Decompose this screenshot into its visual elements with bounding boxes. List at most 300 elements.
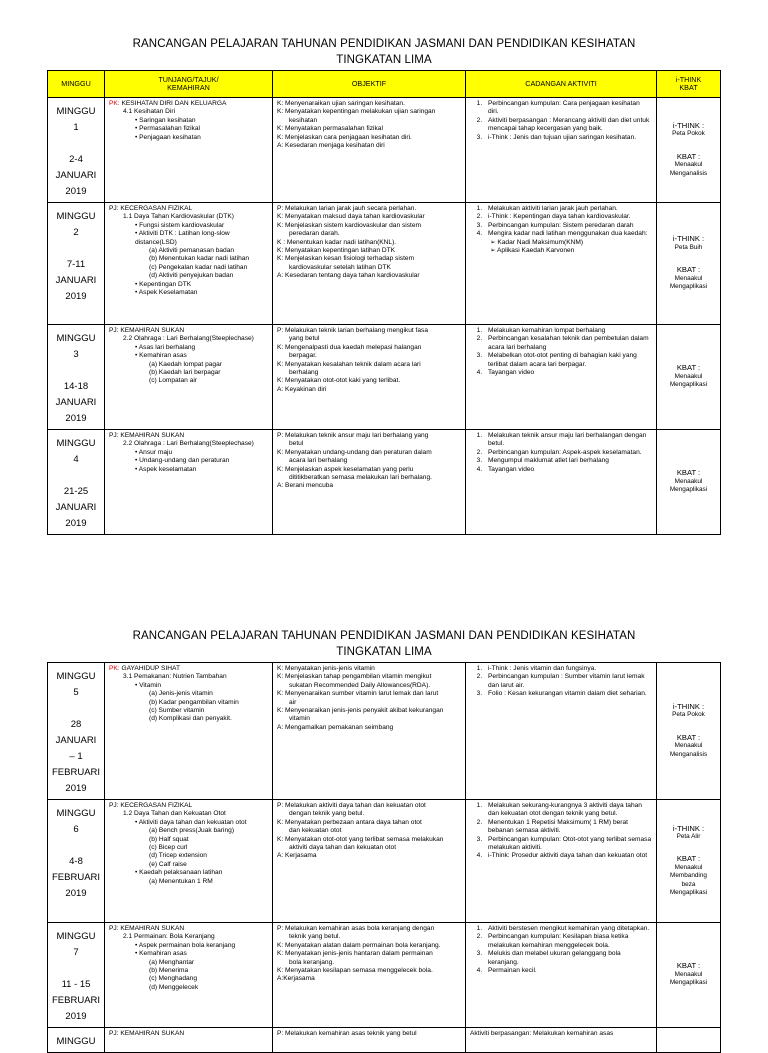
topic-line xyxy=(109,984,268,992)
activity-item: 2. Perbincangan kumpulan: Aspek-aspek keselamatan. xyxy=(484,449,652,457)
objective-line: A: Berani mencuba xyxy=(277,482,334,490)
partial-objektif-cell: P: Melakukan kemahiran asas teknik yang betul xyxy=(273,1028,466,1053)
week-line: FEBRUARI xyxy=(52,767,101,778)
week-cell xyxy=(48,325,105,430)
topic-prefix: PK: xyxy=(109,665,120,672)
ithink-map: Peta Pokok xyxy=(672,711,705,719)
objective-line: vitamin xyxy=(289,715,310,723)
objective-cell xyxy=(273,325,466,430)
topic-text: (b) Menentukan kadar nadi latihan xyxy=(149,255,250,263)
week-line: 21-25 xyxy=(63,486,89,497)
topic-line xyxy=(109,457,268,465)
week-line: MINGGU xyxy=(56,671,96,682)
objective-line: air xyxy=(289,698,297,706)
ithink-cell xyxy=(657,98,721,203)
kbat-label: KBAT : xyxy=(676,961,701,971)
objective-line: A: Mengamalkan pemakanan seimbang xyxy=(277,723,394,731)
topic-line xyxy=(109,361,268,369)
topic-text: (d) Menggelecek xyxy=(149,983,199,991)
objective-line: P: Melakukan teknik larian berhalang mengikut fasa xyxy=(277,327,429,334)
week-line xyxy=(52,241,100,257)
partial-minggu-cell: MINGGU xyxy=(48,1028,105,1053)
topic-line xyxy=(109,836,268,844)
week-row xyxy=(48,203,721,325)
spacer xyxy=(661,252,716,266)
ithink-label: i-THINK : xyxy=(672,234,705,244)
topic-line xyxy=(109,707,268,715)
activity-list xyxy=(470,802,652,861)
topic-text: (c) Menghadang xyxy=(149,975,198,983)
week-line: 2019 xyxy=(65,186,87,197)
week-line: 1 xyxy=(73,122,79,133)
topic-cell xyxy=(105,203,273,325)
week-cell xyxy=(48,430,105,535)
title-line-2: TINGKATAN LIMA xyxy=(336,54,432,66)
header-tunjang-line1: TUNJANG/TAJUK/ xyxy=(158,74,219,84)
topic-text: • Aspek permainan bola keranjang xyxy=(135,941,236,949)
week-line: 4 xyxy=(73,454,79,465)
objective-line: dan kekuatan otot xyxy=(289,827,342,835)
kbat-value: Mengaplikasi xyxy=(669,486,708,494)
objective-line: K: Menjelaskan kesan fisiologi terhadap sistem xyxy=(277,255,415,263)
kbat-value: Menaakul xyxy=(674,161,703,169)
objective-line: K: Menyatakan undang-undang dan peraturan dalam xyxy=(277,448,432,456)
topic-line xyxy=(109,272,268,280)
kbat-label: KBAT : xyxy=(676,363,701,373)
topic-cell xyxy=(105,325,273,430)
activity-item: 1. Melakukan aktiviti larian jarak jauh perlahan. xyxy=(484,205,652,213)
topic-line xyxy=(109,281,268,289)
objective-line: berpagar. xyxy=(289,352,317,360)
topic-text: • Undang-undang dan peraturan xyxy=(135,457,230,465)
week-cell xyxy=(48,800,105,923)
objective-line: K: Menyatakan kesalahan teknik dalam acara lari xyxy=(277,360,421,368)
objective-cell xyxy=(273,98,466,203)
objective-line: peredaran darah. xyxy=(289,230,340,238)
objective-line: K: Menjelaskan tahap pengambilan vitamin mengikut xyxy=(277,673,432,681)
activity-item: 2. Aktiviti berpasangan : Merancang aktiviti dan diet untuk mencapai tahap kecergasan yang baik. xyxy=(484,117,652,134)
topic-cell xyxy=(105,923,273,1028)
topic-text: KECERGASAN FIZIKAL xyxy=(118,205,193,212)
topic-prefix: PJ: xyxy=(109,432,119,439)
header-cadangan: CADANGAN AKTIVITI xyxy=(466,71,657,98)
topic-text: KEMAHIRAN SUKAN xyxy=(118,432,185,439)
topic-text: (c) Lompatan air xyxy=(149,377,198,385)
kbat-value: Menaakul xyxy=(674,477,703,485)
objective-line: A: Kesedaran menjaga kesihatan diri xyxy=(277,142,385,150)
kbat-value: Menganalisis xyxy=(669,169,708,177)
topic-line xyxy=(109,466,268,474)
topic-line xyxy=(109,942,268,950)
week-line: 14-18 xyxy=(63,381,89,392)
activity-item: 3. Folio : Kesan kekurangan vitamin dalam diet seharian. xyxy=(484,690,652,698)
objective-line: kardiovaskular setelah latihan DTK xyxy=(289,263,391,271)
topic-text: 4.1 Kesihatan Diri xyxy=(123,108,176,116)
activity-cell xyxy=(466,800,657,923)
activity-item: 1. Melakukan sekurang-kurangnya 3 aktiviti daya tahan dan kekuatan otot dengan teknik yang betul. xyxy=(484,802,652,819)
activity-item: 2. Perbincangan kesalahan teknik dan pembetulan dalam acara lari berhalang xyxy=(484,335,652,352)
activity-item: 1. Melakukan kemahiran lompat berhalang xyxy=(484,327,652,335)
kbat-value: Menganalisis xyxy=(669,750,708,758)
objective-line: dengan teknik yang betul. xyxy=(289,810,365,818)
week-line: MINGGU xyxy=(56,808,96,819)
topic-text: • Permasalahan fizikal xyxy=(135,125,200,133)
topic-text: (d) Tricep extension xyxy=(149,852,207,860)
topic-line xyxy=(109,369,268,377)
topic-text: distance(LSD) xyxy=(135,238,177,246)
ithink-cell xyxy=(657,430,721,535)
topic-cell xyxy=(105,663,273,800)
header-tunjang-line2: KEMAHIRAN xyxy=(167,83,210,92)
topic-text: (a) Menghantar xyxy=(149,958,195,966)
week-line: 7-11 xyxy=(66,259,86,270)
week-row xyxy=(48,663,721,800)
week-row xyxy=(48,430,721,535)
topic-text: • Kemahiran asas xyxy=(135,352,187,360)
objective-cell xyxy=(273,430,466,535)
objective-line: K: Menyenaraikan ujian saringan kesihatan. xyxy=(277,100,405,107)
topic-text: (a) Aktiviti pemanasan badan xyxy=(149,247,235,255)
activity-subitem xyxy=(470,247,652,255)
objective-line: kesihatan xyxy=(289,116,318,124)
activity-item: 4. i-Think: Prosedur aktiviti daya tahan dan kekuatan otot xyxy=(484,852,652,860)
week-cell xyxy=(48,663,105,800)
topic-text: 1.2 Daya Tahan dan Kekuatan Otot xyxy=(123,810,226,818)
kbat-value: Menaakul xyxy=(674,970,703,978)
activity-item: 1. Aktiviti berstesen mengikut kemahiran yang ditetapkan. xyxy=(484,925,652,933)
topic-text: (d) Komplikasi dan penyakit. xyxy=(149,715,232,723)
objective-line: K: Mengenalpasti dua kaedah melepasi halangan xyxy=(277,343,422,351)
topic-line xyxy=(109,327,268,335)
activity-item: 2. Perbincangan kumpulan : Sumber vitamin larut lemak dan larut air. xyxy=(484,673,652,690)
topic-line xyxy=(109,335,268,343)
topic-text: • Aspek keselamatan xyxy=(135,465,197,473)
topic-line xyxy=(109,975,268,983)
header-ithink-line2: KBAT xyxy=(679,83,698,92)
week-line: 6 xyxy=(73,824,79,835)
topic-line xyxy=(109,352,268,360)
topic-line xyxy=(109,134,268,142)
topic-text: (e) Calf raise xyxy=(149,860,187,868)
topic-line xyxy=(109,432,268,440)
kbat-label: KBAT : xyxy=(676,151,701,161)
activity-list xyxy=(470,100,652,142)
topic-text: (c) Sumber vitamin xyxy=(149,707,205,715)
objective-line: P: Melakukan larian jarak jauh secara perlahan. xyxy=(277,205,417,212)
topic-line xyxy=(109,440,268,448)
header-objektif: OBJEKTIF xyxy=(273,71,466,98)
topic-text: (a) Menentukan 1 RM xyxy=(149,877,213,885)
ithink-cell xyxy=(657,663,721,800)
topic-text: • Aktiviti daya tahan dan kekuatan otot xyxy=(135,818,247,826)
week-line: JANUARI xyxy=(55,275,97,286)
week-row xyxy=(48,98,721,203)
objective-cell xyxy=(273,923,466,1028)
kbat-value: Menaakul xyxy=(674,863,703,871)
activity-item: 3. Melabelkan otot-otot penting di bahagian kaki yang terlibat dalam acara lari berpagar. xyxy=(484,352,652,369)
spacer xyxy=(661,841,716,855)
activity-subitem xyxy=(470,239,652,247)
week-line: JANUARI xyxy=(55,170,97,181)
partial-ithink-cell xyxy=(657,1028,721,1053)
header-minggu: MINGGU xyxy=(48,71,105,98)
objective-line: A: Kerjasama xyxy=(277,852,317,860)
topic-line xyxy=(109,827,268,835)
week-line: FEBRUARI xyxy=(52,872,101,883)
objective-cell xyxy=(273,203,466,325)
objective-line: K: Menjelaskan cara penjagaan kesihatan diri. xyxy=(277,133,412,141)
topic-line xyxy=(109,690,268,698)
topic-line xyxy=(109,344,268,352)
objective-line: K: Menyatakan kepentingan latihan DTK xyxy=(277,247,396,255)
kbat-value: Membanding xyxy=(670,872,707,880)
week-line: MINGGU xyxy=(56,211,96,222)
topic-text: KESIHATAN DIRI DAN KELUARGA xyxy=(119,100,227,107)
topic-line xyxy=(109,205,268,213)
topic-line xyxy=(109,264,268,272)
week-row xyxy=(48,325,721,430)
activity-list xyxy=(470,432,652,474)
objective-line: dititikberatkan semasa melakukan lari berhalang. xyxy=(289,474,432,482)
topic-text: • Ansur maju xyxy=(135,448,173,456)
arrow-bullet-icon: ➢ xyxy=(490,238,498,246)
kbat-label: KBAT : xyxy=(676,732,701,742)
topic-line xyxy=(109,869,268,877)
activity-cell xyxy=(466,98,657,203)
topic-text: (c) Pengekalan kadar nadi latihan xyxy=(149,263,248,271)
activity-item: 1. i-Think : Jenis vitamin dan fungsinya. xyxy=(484,665,652,673)
topic-line xyxy=(109,878,268,886)
topic-line xyxy=(109,673,268,681)
topic-text: • Vitamin xyxy=(135,681,162,689)
kbat-value: Mengaplikasi xyxy=(669,381,708,389)
topic-line xyxy=(109,377,268,385)
topic-line xyxy=(109,861,268,869)
topic-text: (d) Aktiviti penyejukan badan xyxy=(149,272,234,280)
ithink-label: i-THINK : xyxy=(672,823,705,833)
objective-line: K: Menyatakan kesilapan semasa menggelecek bola. xyxy=(277,967,433,975)
topic-line xyxy=(109,449,268,457)
title-line-1: RANCANGAN PELAJARAN TAHUNAN PENDIDIKAN JASMANI DAN PENDIDIKAN KESIHATAN xyxy=(132,630,636,642)
topic-line xyxy=(109,222,268,230)
week-line xyxy=(52,838,100,854)
activity-item: 3. Perbincangan kumpulan: Sistem peredaran darah xyxy=(484,222,652,230)
kbat-value: beza xyxy=(681,880,696,888)
ithink-cell xyxy=(657,325,721,430)
spacer xyxy=(661,139,716,153)
week-line xyxy=(52,961,100,977)
objective-line: K: Menyatakan jenis-jenis hantaran dalam permainan xyxy=(277,950,433,958)
topic-line xyxy=(109,117,268,125)
topic-line xyxy=(109,247,268,255)
activity-item: 4. Tayangan video xyxy=(484,466,652,474)
objective-cell xyxy=(273,663,466,800)
week-line: JANUARI xyxy=(55,735,97,746)
objective-line: teknik yang betul. xyxy=(289,933,341,941)
activity-cell xyxy=(466,923,657,1028)
week-line xyxy=(52,363,100,379)
kbat-value: Mengaplikasi xyxy=(669,979,708,987)
week-line: 2019 xyxy=(65,783,87,794)
objective-line: K: Menyenaraikan jenis-jenis penyakit akibat kekurangan xyxy=(277,707,444,715)
topic-text: • Kepentingan DTK xyxy=(135,280,192,288)
topic-text: GAYAHIDUP SIHAT xyxy=(119,665,180,672)
topic-line xyxy=(109,844,268,852)
objective-line: sukatan Recommended Daily Allowances(RDA). xyxy=(289,681,431,689)
week-line: 2019 xyxy=(65,518,87,529)
activity-item: 1. Melakukan teknik ansur maju lari berhalangan dengan betul. xyxy=(484,432,652,449)
topic-prefix: PJ: xyxy=(109,802,119,809)
topic-text: 2.2 Olahraga : Lari Berhalang(Steeplechase) xyxy=(123,440,254,448)
kbat-value: Menaakul xyxy=(674,274,703,282)
plan-table-1 xyxy=(47,70,721,535)
spacer xyxy=(661,720,716,734)
topic-line xyxy=(109,665,268,673)
topic-text: (b) Half squat xyxy=(149,835,189,843)
header-ithink-line1: i-THINK xyxy=(675,74,702,84)
objective-line: P: Melakukan aktiviti daya tahan dan kekuatan otot xyxy=(277,802,426,809)
topic-text: • Kemahiran asas xyxy=(135,950,187,958)
objective-line: A: Kesedaran tentang daya tahan kardiovaskular xyxy=(277,272,420,280)
topic-text: 3.1 Pemakanan: Nutrien Tambahan xyxy=(123,673,227,681)
topic-line xyxy=(109,810,268,818)
objective-line: berhalang xyxy=(289,369,319,377)
week-row xyxy=(48,800,721,923)
partial-aktiviti-cell: Aktiviti berpasangan: Melakukan kemahiran asas xyxy=(466,1028,657,1053)
kbat-value: Mengaplikasi xyxy=(669,283,708,291)
kbat-value: Menaakul xyxy=(674,372,703,380)
objective-line: K: Menyatakan alatan dalam permainan bola keranjang. xyxy=(277,941,441,949)
topic-text: • Fungsi sistem kardiovaskular xyxy=(135,221,225,229)
ithink-map: Peta Alir xyxy=(676,832,701,840)
topic-cell xyxy=(105,98,273,203)
topic-line xyxy=(109,852,268,860)
activity-item: 2. Menentukan 1 Repetisi Maksimum( 1 RM) berat bebanan semasa aktiviti. xyxy=(484,819,652,836)
week-line: 2019 xyxy=(65,291,87,302)
objective-line: K: Menyatakan otot-otot kaki yang terlibat. xyxy=(277,377,401,385)
topic-line xyxy=(109,682,268,690)
objective-line: P: Melakukan teknik ansur maju lari berhalang yang xyxy=(277,432,429,439)
kbat-label: KBAT : xyxy=(676,854,701,864)
partial-week-row xyxy=(48,1028,721,1053)
week-line xyxy=(52,136,100,152)
activity-cell xyxy=(466,325,657,430)
title-line-2: TINGKATAN LIMA xyxy=(336,646,432,658)
topic-cell xyxy=(105,430,273,535)
topic-text: • Saringan kesihatan xyxy=(135,116,196,124)
activity-item: 3. Mengumpul maklumat atlet lari berhalang xyxy=(484,457,652,465)
objective-line: P: Melakukan kemahiran asas bola keranjang dengan xyxy=(277,925,435,932)
topic-line xyxy=(109,950,268,958)
activity-list xyxy=(470,205,652,239)
topic-cell xyxy=(105,800,273,923)
activity-subitem-text: Aplikasi Kaedah Karvonen xyxy=(497,247,575,255)
topic-line xyxy=(109,715,268,723)
objective-line: A:Kerjasama xyxy=(277,975,315,983)
week-line: JANUARI xyxy=(55,397,97,408)
header-tunjang xyxy=(105,71,273,98)
topic-text: 1.1 Daya Tahan Kardiovaskular (DTK) xyxy=(123,213,234,221)
objective-line: acara lari berhalang xyxy=(289,457,348,465)
activity-list xyxy=(470,665,652,699)
topic-text: (a) Bench press(Juak baring) xyxy=(149,827,235,835)
objective-line: K: Menjelaskan aspek keselamatan yang perlu xyxy=(277,465,414,473)
ithink-label: i-THINK : xyxy=(672,120,705,130)
objective-line: bola keranjang. xyxy=(289,958,335,966)
week-line: MINGGU xyxy=(56,333,96,344)
arrow-bullet-icon: ➢ xyxy=(490,247,497,255)
activity-item: 4. Tayangan video xyxy=(484,369,652,377)
ithink-map: Peta Pokok xyxy=(672,130,705,138)
objective-line: K : Menentukan kadar nadi latihan(KNL). xyxy=(277,238,397,246)
kbat-value: Mengaplikasi xyxy=(669,889,708,897)
activity-cell xyxy=(466,430,657,535)
week-cell xyxy=(48,98,105,203)
topic-line xyxy=(109,802,268,810)
topic-text: • Kaedah pelaksanaan latihan xyxy=(135,869,223,877)
objective-line: betul xyxy=(289,440,304,448)
topic-text: (a) Kaedah lompat pagar xyxy=(149,360,222,368)
ithink-cell xyxy=(657,800,721,923)
activity-item: 3. Perbincangan kumpulan: Otot-otot yang terlibat semasa melakukan aktiviti. xyxy=(484,836,652,853)
week-row xyxy=(48,923,721,1028)
ithink-cell xyxy=(657,923,721,1028)
topic-text: KEMAHIRAN SUKAN xyxy=(118,925,185,932)
week-cell xyxy=(48,923,105,1028)
activity-item: 1. Perbincangan kumpulan: Cara penjagaan kesihatan diri. xyxy=(484,100,652,117)
objective-line: K: Menyatakan otot-otot yang terlibat semasa melakukan xyxy=(277,835,444,843)
activity-item: 3. Melukis dan melabel ukuran gelanggang bola keranjang. xyxy=(484,950,652,967)
ithink-map: Peta Buih xyxy=(674,243,703,251)
topic-prefix: PJ: xyxy=(109,205,119,212)
kbat-label: KBAT : xyxy=(676,265,701,275)
topic-prefix: PJ: xyxy=(109,327,119,334)
kbat-label: KBAT : xyxy=(676,468,701,478)
objective-line: K: Menyatakan perbezaan antara daya tahan otot xyxy=(277,818,422,826)
week-line: – 1 xyxy=(69,751,83,762)
topic-line xyxy=(109,959,268,967)
week-line: 2019 xyxy=(65,1011,87,1022)
topic-prefix: PJ: xyxy=(109,925,119,932)
week-line: 5 xyxy=(73,687,79,698)
topic-prefix: PK: xyxy=(109,100,120,107)
topic-line xyxy=(109,925,268,933)
topic-line xyxy=(109,100,268,108)
topic-line xyxy=(109,699,268,707)
topic-text: 2.2 Olahraga : Lari Berhalang(Steeplechase) xyxy=(123,335,254,343)
topic-text: • Aspek Keselamatan xyxy=(135,289,198,297)
week-line: MINGGU xyxy=(56,106,96,117)
week-line: 7 xyxy=(73,947,79,958)
week-line xyxy=(52,701,100,717)
objective-line: K: Menyatakan permasalahan fizikal xyxy=(277,125,383,133)
objective-line: K: Menyatakan maksud daya tahan kardiovaskular xyxy=(277,213,425,221)
topic-text: (b) Menerima xyxy=(149,967,189,975)
topic-line xyxy=(109,230,268,238)
topic-text: • Asas lari berhalang xyxy=(135,343,196,351)
topic-text: (b) Kadar pengambilan vitamin xyxy=(149,698,239,706)
week-line: 4-8 xyxy=(69,856,83,867)
topic-text: • Penjagaan kesihatan xyxy=(135,133,201,141)
topic-text: 2.1 Permainan: Bola Keranjang xyxy=(123,933,215,941)
activity-item: 4. Permainan kecil. xyxy=(484,967,652,975)
activity-cell xyxy=(466,203,657,325)
objective-cell xyxy=(273,800,466,923)
plan-table-2 xyxy=(47,662,721,1053)
activity-item: 3. i-Think : Jenis dan tujuan ujian saringan kesihatan. xyxy=(484,134,652,142)
topic-text: • Aktiviti DTK : Latihan long-slow xyxy=(135,230,230,238)
week-line: JANUARI xyxy=(55,502,97,513)
